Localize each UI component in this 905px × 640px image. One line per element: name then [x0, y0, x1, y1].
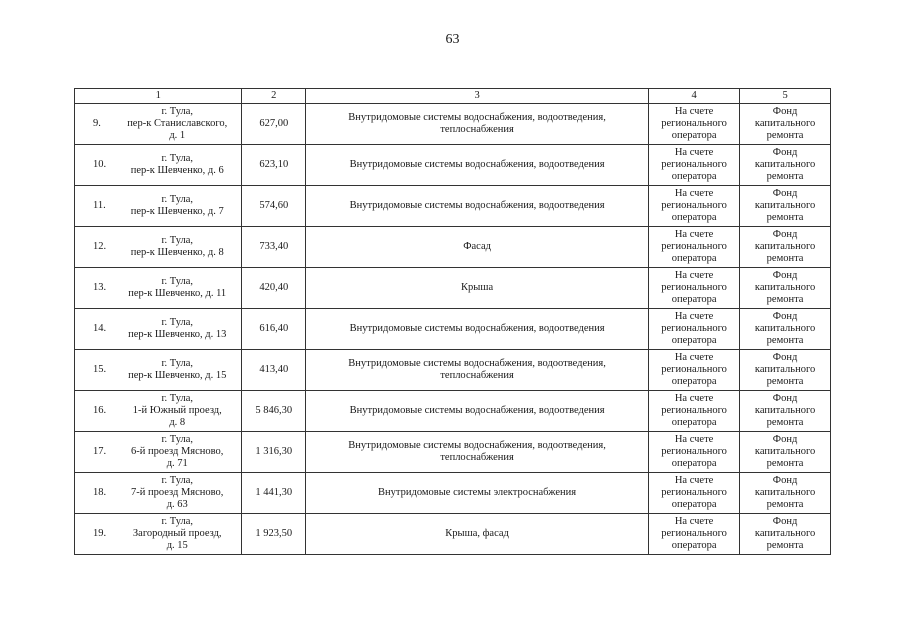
address-cell: [75, 186, 242, 227]
account-cell: [649, 391, 740, 432]
table-body: [75, 104, 831, 555]
address-cell: [75, 391, 242, 432]
account-line: оператора: [671, 212, 717, 223]
address-line: д. 71: [166, 458, 188, 469]
account-line: На счете: [674, 311, 714, 322]
account-cell: [649, 432, 740, 473]
account-line: оператора: [671, 294, 717, 305]
page-number: 63: [445, 32, 460, 47]
fund-line: Фонд: [772, 270, 798, 281]
address-cell: [75, 268, 242, 309]
account-line: На счете: [674, 270, 714, 281]
account-line: регионального: [661, 323, 727, 334]
fund-line: ремонта: [766, 171, 804, 182]
account-line: На счете: [674, 475, 714, 486]
fund-line: ремонта: [766, 335, 804, 346]
fund-cell: [740, 186, 831, 227]
account-line: оператора: [671, 253, 717, 264]
account-line: оператора: [671, 335, 717, 346]
fund-line: ремонта: [766, 458, 804, 469]
account-line: регионального: [661, 405, 727, 416]
account-line: На счете: [674, 106, 714, 117]
row-number: 9.: [93, 118, 101, 129]
header-col-5: 5: [740, 89, 831, 104]
address: [113, 317, 241, 341]
table-row: [75, 432, 831, 473]
fund-line: капитального: [754, 446, 816, 457]
fund-cell: [740, 309, 831, 350]
address-line: 6-й проезд Мясново,: [131, 446, 224, 457]
fund-line: ремонта: [766, 253, 804, 264]
header-row: [75, 89, 831, 104]
address-line: пер-к Шевченко, д. 15: [128, 370, 227, 381]
account-line: оператора: [671, 171, 717, 182]
works-cell: Внутридомовые системы водоснабжения, водоотведения: [306, 309, 649, 350]
fund-line: капитального: [754, 405, 816, 416]
address-cell: [75, 432, 242, 473]
account-line: На счете: [674, 188, 714, 199]
fund-line: ремонта: [766, 376, 804, 387]
table-row: [75, 227, 831, 268]
account-cell: [649, 268, 740, 309]
address-line: пер-к Шевченко, д. 8: [130, 247, 224, 258]
address-line: г. Тула,: [161, 358, 194, 369]
area-cell: 733,40: [242, 227, 306, 268]
works-cell: Внутридомовые системы водоснабжения, водоотведения: [306, 391, 649, 432]
works-cell: Внутридомовые системы водоснабжения, водоотведения, теплоснабжения: [306, 104, 649, 145]
fund-line: капитального: [754, 487, 816, 498]
fund-line: капитального: [754, 323, 816, 334]
row-number: 12.: [93, 241, 107, 252]
address-cell: [75, 350, 242, 391]
table-row: [75, 514, 831, 555]
account-line: регионального: [661, 159, 727, 170]
works-cell: Крыша, фасад: [306, 514, 649, 555]
row-number: 18.: [93, 487, 107, 498]
account-line: На счете: [674, 229, 714, 240]
address-line: г. Тула,: [161, 434, 194, 445]
works-cell: Внутридомовые системы водоснабжения, водоотведения: [306, 186, 649, 227]
fund-line: ремонта: [766, 294, 804, 305]
account-line: регионального: [661, 528, 727, 539]
address: [113, 194, 241, 218]
works-cell: Внутридомовые системы водоснабжения, водоотведения, теплоснабжения: [306, 350, 649, 391]
address: [113, 276, 241, 300]
table-row: [75, 104, 831, 145]
account-line: регионального: [661, 364, 727, 375]
address-line: д. 15: [166, 540, 188, 551]
account-line: На счете: [674, 393, 714, 404]
fund-cell: [740, 268, 831, 309]
account-cell: [649, 473, 740, 514]
area-cell: 413,40: [242, 350, 306, 391]
row-number: 15.: [93, 364, 107, 375]
address-cell: [75, 104, 242, 145]
row-number: 10.: [93, 159, 107, 170]
address-line: г. Тула,: [161, 235, 194, 246]
table-row: [75, 186, 831, 227]
address-cell: [75, 227, 242, 268]
fund-cell: [740, 227, 831, 268]
fund-line: Фонд: [772, 188, 798, 199]
address-line: пер-к Шевченко, д. 11: [128, 288, 227, 299]
address-cell: [75, 145, 242, 186]
fund-line: капитального: [754, 282, 816, 293]
address: [113, 358, 241, 382]
account-line: оператора: [671, 376, 717, 387]
address-line: г. Тула,: [161, 106, 194, 117]
address-line: д. 8: [169, 417, 186, 428]
row-number: 17.: [93, 446, 107, 457]
address-line: пер-к Шевченко, д. 7: [130, 206, 224, 217]
fund-cell: [740, 391, 831, 432]
area-cell: 627,00: [242, 104, 306, 145]
fund-line: капитального: [754, 241, 816, 252]
address-line: д. 1: [169, 130, 186, 141]
account-cell: [649, 514, 740, 555]
fund-line: Фонд: [772, 393, 798, 404]
account-cell: [649, 227, 740, 268]
account-line: оператора: [671, 458, 717, 469]
account-cell: [649, 186, 740, 227]
area-cell: 1 316,30: [242, 432, 306, 473]
row-number: 19.: [93, 528, 107, 539]
row-number: 14.: [93, 323, 107, 334]
works-cell: Внутридомовые системы водоснабжения, водоотведения: [306, 145, 649, 186]
fund-line: Фонд: [772, 311, 798, 322]
account-line: оператора: [671, 540, 717, 551]
fund-cell: [740, 104, 831, 145]
address-line: г. Тула,: [161, 317, 194, 328]
area-cell: 420,40: [242, 268, 306, 309]
fund-line: ремонта: [766, 499, 804, 510]
works-cell: Крыша: [306, 268, 649, 309]
account-cell: [649, 104, 740, 145]
account-line: регионального: [661, 118, 727, 129]
fund-line: Фонд: [772, 229, 798, 240]
address: [113, 106, 241, 142]
address-line: пер-к Станиславского,: [127, 118, 228, 129]
address-line: пер-к Шевченко, д. 13: [128, 329, 227, 340]
header-col-4: 4: [649, 89, 740, 104]
works-cell: Внутридомовые системы электроснабжения: [306, 473, 649, 514]
row-number: 13.: [93, 282, 107, 293]
row-number: 11.: [93, 200, 106, 211]
address-line: г. Тула,: [161, 153, 194, 164]
address-cell: [75, 514, 242, 555]
address-line: 7-й проезд Мясново,: [131, 487, 224, 498]
account-line: регионального: [661, 282, 727, 293]
fund-line: капитального: [754, 528, 816, 539]
table-row: [75, 473, 831, 514]
fund-cell: [740, 145, 831, 186]
fund-cell: [740, 514, 831, 555]
account-line: На счете: [674, 352, 714, 363]
address: [113, 153, 241, 177]
account-line: регионального: [661, 446, 727, 457]
account-cell: [649, 145, 740, 186]
table-row: [75, 145, 831, 186]
fund-line: капитального: [754, 200, 816, 211]
fund-line: Фонд: [772, 147, 798, 158]
area-cell: 1 441,30: [242, 473, 306, 514]
account-cell: [649, 350, 740, 391]
fund-line: ремонта: [766, 212, 804, 223]
area-cell: 5 846,30: [242, 391, 306, 432]
address-line: д. 63: [166, 499, 188, 510]
account-line: регионального: [661, 241, 727, 252]
header-col-1: 1: [75, 89, 242, 104]
table-row: [75, 309, 831, 350]
account-line: оператора: [671, 499, 717, 510]
fund-line: ремонта: [766, 417, 804, 428]
fund-line: капитального: [754, 364, 816, 375]
fund-line: ремонта: [766, 130, 804, 141]
address-line: г. Тула,: [161, 516, 194, 527]
works-cell: Фасад: [306, 227, 649, 268]
address-cell: [75, 309, 242, 350]
row-number: 16.: [93, 405, 107, 416]
fund-line: капитального: [754, 159, 816, 170]
address-cell: [75, 473, 242, 514]
address-line: г. Тула,: [161, 393, 194, 404]
works-cell: Внутридомовые системы водоснабжения, водоотведения, теплоснабжения: [306, 432, 649, 473]
table-row: [75, 268, 831, 309]
address-line: г. Тула,: [161, 194, 194, 205]
address-line: пер-к Шевченко, д. 6: [130, 165, 224, 176]
account-line: оператора: [671, 130, 717, 141]
area-cell: 574,60: [242, 186, 306, 227]
table-row: [75, 391, 831, 432]
account-line: На счете: [674, 434, 714, 445]
address: [113, 434, 241, 470]
address-line: 1-й Южный проезд,: [132, 405, 222, 416]
address: [113, 475, 241, 511]
area-cell: 616,40: [242, 309, 306, 350]
address: [113, 516, 241, 552]
fund-cell: [740, 432, 831, 473]
fund-line: Фонд: [772, 434, 798, 445]
account-line: регионального: [661, 200, 727, 211]
fund-line: Фонд: [772, 516, 798, 527]
account-line: оператора: [671, 417, 717, 428]
address: [113, 235, 241, 259]
fund-line: капитального: [754, 118, 816, 129]
address-line: г. Тула,: [161, 276, 194, 287]
fund-line: Фонд: [772, 475, 798, 486]
address: [113, 393, 241, 429]
area-cell: 1 923,50: [242, 514, 306, 555]
table-row: [75, 350, 831, 391]
account-line: регионального: [661, 487, 727, 498]
area-cell: 623,10: [242, 145, 306, 186]
fund-line: Фонд: [772, 106, 798, 117]
header-col-3: 3: [306, 89, 649, 104]
repair-table: [74, 88, 831, 555]
account-line: На счете: [674, 516, 714, 527]
account-line: На счете: [674, 147, 714, 158]
fund-line: Фонд: [772, 352, 798, 363]
header-col-2: 2: [242, 89, 306, 104]
fund-line: ремонта: [766, 540, 804, 551]
address-line: г. Тула,: [161, 475, 194, 486]
fund-cell: [740, 350, 831, 391]
address-line: Загородный проезд,: [132, 528, 222, 539]
fund-cell: [740, 473, 831, 514]
account-cell: [649, 309, 740, 350]
